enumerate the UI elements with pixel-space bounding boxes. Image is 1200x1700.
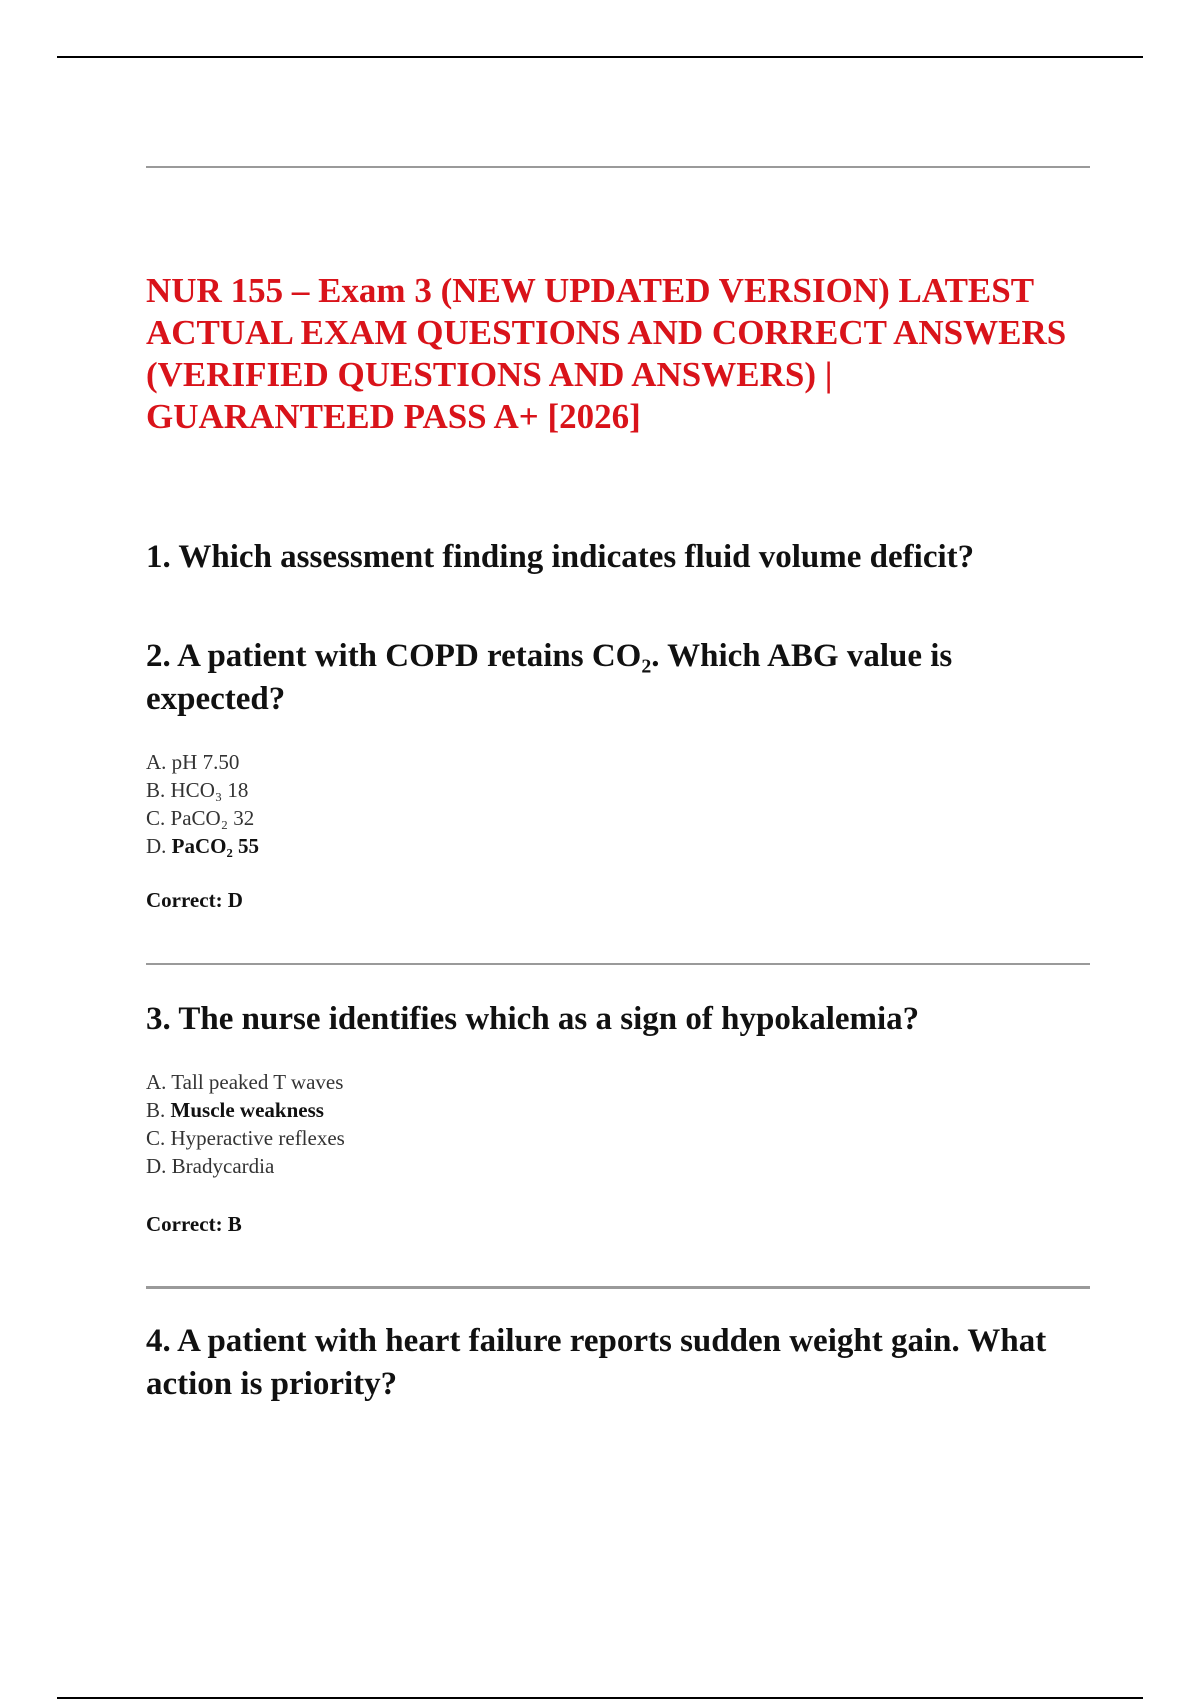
option-b bbox=[146, 1096, 345, 1124]
page-top-border bbox=[57, 56, 1143, 58]
option-a bbox=[146, 1068, 345, 1096]
question-1: 1. Which assessment finding indicates fluid volume deficit? bbox=[146, 539, 975, 575]
option-text: Bradycardia bbox=[171, 1154, 275, 1178]
option-b bbox=[146, 776, 259, 804]
option-text: Tall peaked T waves bbox=[171, 1070, 344, 1094]
option-text-correct: PaCO₂ 55 bbox=[171, 834, 260, 858]
option-letter: C. bbox=[146, 806, 166, 830]
divider bbox=[146, 963, 1090, 965]
question-4: 4. A patient with heart failure reports sudden weight gain. What action is priority? bbox=[146, 1323, 1047, 1402]
question-3-options bbox=[146, 1068, 345, 1180]
divider bbox=[146, 166, 1090, 168]
option-text: Hyperactive reflexes bbox=[170, 1126, 345, 1150]
option-letter: A. bbox=[146, 750, 167, 774]
option-letter: D. bbox=[146, 1154, 167, 1178]
option-d bbox=[146, 832, 259, 860]
correct-answer-2: Correct: D bbox=[146, 888, 243, 912]
option-d bbox=[146, 1152, 345, 1180]
correct-answer-3: Correct: B bbox=[146, 1212, 242, 1236]
option-text: PaCO₂ 32 bbox=[170, 806, 255, 830]
option-letter: B. bbox=[146, 1098, 166, 1122]
option-letter: C. bbox=[146, 1126, 166, 1150]
option-c bbox=[146, 804, 259, 832]
question-3: 3. The nurse identifies which as a sign of hypokalemia? bbox=[146, 1001, 920, 1037]
option-letter: B. bbox=[146, 778, 166, 802]
option-a bbox=[146, 748, 259, 776]
question-2: 2. A patient with COPD retains CO₂. Which ABG value is expected? bbox=[146, 638, 953, 717]
document-title: NUR 155 – Exam 3 (NEW UPDATED VERSION) LATEST ACTUAL EXAM QUESTIONS AND CORRECT ANSWERS (VERIFIED QUESTIONS AND ANSWERS) | GUARANTEED PASS A+ [2026] bbox=[146, 271, 1067, 436]
option-text-correct: Muscle weakness bbox=[170, 1098, 324, 1122]
option-text: pH 7.50 bbox=[171, 750, 240, 774]
question-2-options bbox=[146, 748, 259, 860]
option-text: HCO₃ 18 bbox=[170, 778, 249, 802]
option-letter: D. bbox=[146, 834, 167, 858]
option-c bbox=[146, 1124, 345, 1152]
page-bottom-border bbox=[57, 1697, 1143, 1699]
divider bbox=[146, 1286, 1090, 1289]
option-letter: A. bbox=[146, 1070, 167, 1094]
